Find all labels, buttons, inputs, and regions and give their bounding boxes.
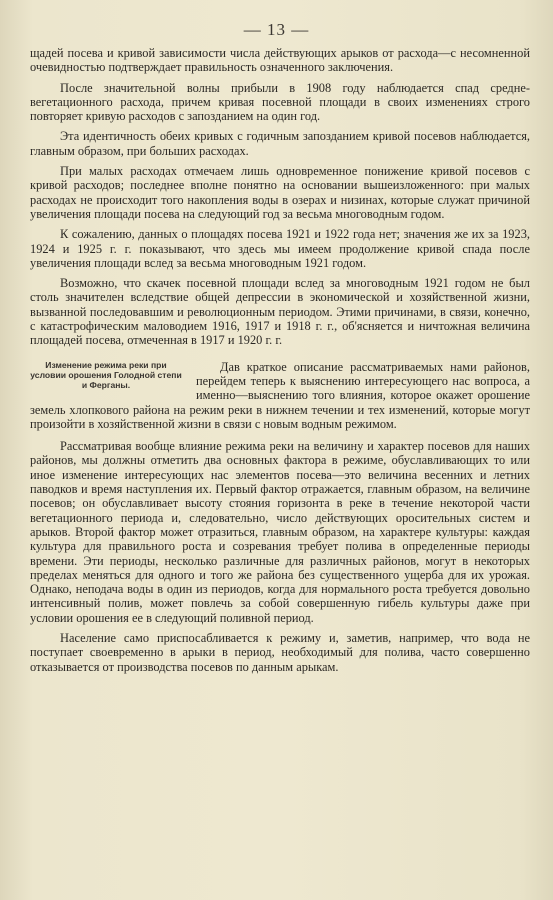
- page-number: — 13 —: [243, 20, 310, 39]
- irrigation-section: [30, 360, 530, 431]
- side-heading: Изменение режима реки при условии орошения Голодной степи и Ферганы.: [30, 359, 182, 391]
- paragraph: После значительной волны прибыли в 1908 году наблюдается спад средне-вегетационного расхода, причем кривая посевной площади в своих изменениях строго повторяет кривую расходов с запозданием на один год.: [30, 80, 530, 124]
- paragraph: Возможно, что скачек посевной площади вслед за многоводным 1921 годом не был столь значителен вследствие общей депрессии в экономической и хозяйственной жизни, вызванной последовавшим и революционным периодом. Этими причинами, в связи, конечно, с катастрофическим маловодием 1916, 1917 и 1918 г. г., об'ясняется и ничтожная величина площадей посева, отмеченная в 1917 и 1920 г. г.: [30, 276, 530, 348]
- top-paragraphs: [30, 46, 530, 348]
- body-text: [30, 46, 530, 680]
- paragraph: При малых расходах отмечаем лишь одновременное понижение кривой посевов с кривой расходов; последнее вполне понятно на основании вышеизложенного: при малых расходах не происходит того накопления воды в озерах и низинах, которые служат причиной увеличения площади посева на следующий год за весьма многоводным годом.: [30, 164, 530, 221]
- bottom-paragraphs: [30, 439, 530, 674]
- paragraph: Население само приспосабливается к режиму и, заметив, например, что вода не поступает своевременно в арыки в период, необходимый для полива, часто совершенно отказывается от производства посевов по данным арыкам.: [30, 630, 530, 674]
- side-section-paragraph: Дав краткое описание рассматриваемых нами районов, перейдем теперь к выяснению интересующего нас вопроса, а именно—выяснению того влияния, которое окажет орошение земель хлопкового района на режим реки в нижнем течении и тех изменений, которые могут произойти в хозяйственной жизни в связи с новым водным режимом.: [30, 359, 530, 431]
- paragraph: Рассматривая вообще влияние режима реки на величину и характер посевов для наших районов, мы должны отметить два основных фактора в режиме, обуславливающих то или иное изменение интересующих нас элементов посева—это величина весенних и летних паводков и время наступления их. Первый фактор отражается, главным образом, на величине посевов; он обуславливает высоту стояния горизонта в реке в течение некоторой части вегетационного периода и, следовательно, число действующих оросительных систем и арыков. Второй фактор может отразиться, главным образом, на характере культуры: каждая культура для правильного роста и созревания требует полива в определенные периоды времени. Эти периоды, несколько различные для различных районов, могут в некоторых пределах меняться для одного и того же района без существенного ущерба для их урожая. Однако, неподача воды в один из периодов, когда для нормального роста требуется довольно интенсивный полив, может повлечь за собой совершенную гибель культуры даже при условии орошения ее в следующий поливной период.: [30, 439, 530, 625]
- paragraph: щадей посева и кривой зависимости числа действующих арыков от расхода—с несомненной очевидностью подтверждает правильность означенного заключения.: [30, 46, 530, 75]
- paragraph: К сожалению, данных о площадях посева 1921 и 1922 года нет; значения же их за 1923, 1924 и 1925 г. г. показывают, что здесь мы имеем продолжение кривой спада после увеличения площади вслед за весьма многоводным 1921 годом.: [30, 227, 530, 270]
- paragraph: Эта идентичность обеих кривых с годичным запозданием кривой посевов наблюдается, главным образом, при больших расходах.: [30, 129, 530, 158]
